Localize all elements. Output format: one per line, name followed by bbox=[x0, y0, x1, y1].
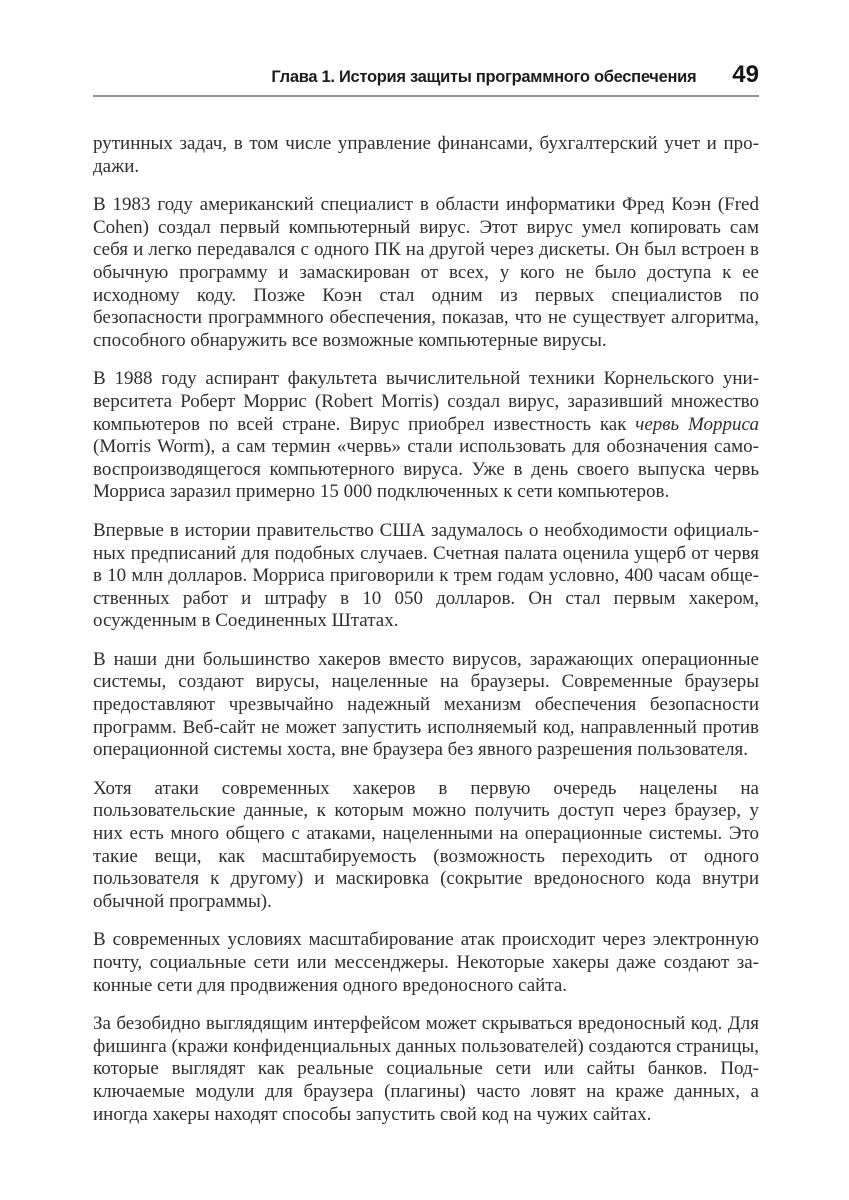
paragraph-attack-scaling: В современных условиях масштабирование атак происходит через электронную почту, социальные сети или мессенджеры. Некоторые хакеры даже создают законные сети для продвижения одного вредоносного сайта. bbox=[93, 929, 759, 996]
paragraph-text: (Morris Worm), а сам термин «червь» стали использовать для обозначения самовоспроизводящегося компьютерного вируса. Уже в день своего выпуска червь Морриса заразил примерно 15 000 подключенных к сети компьютеров. bbox=[93, 436, 759, 503]
paragraph-routine-tasks: рутинных задач, в том числе управление финансами, бухгалтерский учет и продажи. bbox=[93, 133, 759, 177]
page-number: 49 bbox=[732, 61, 759, 88]
italic-term-morris-worm: червь Морриса bbox=[635, 413, 759, 435]
chapter-title: Глава 1. История защиты программного обеспечения bbox=[271, 68, 697, 86]
paragraph-phishing: За безобидно выглядящим интерфейсом может скрываться вредоносный код. Для фишинга (кражи конфиденциальных данных пользователей) создаются страницы, которые выглядят как реальные социальные сети или сайты банков. Подключаемые модули для браузера (плагины) часто ловят на краже данных, а иногда хакеры находят способы запустить свой код на чужих сайтах. bbox=[93, 1013, 759, 1125]
paragraph-us-government-reaction: Впервые в истории правительство США задумалось о необходимости официальных предписаний для подобных случаев. Счетная палата оценила ущерб от червя в 10 млн долларов. Морриса приговорили к трем годам условно, 400 часам общественных работ и штрафу в 10 050 долларов. Он стал первым хакером, осужденным в Соединенных Штатах. bbox=[93, 519, 759, 632]
page-body bbox=[93, 133, 759, 1126]
paragraph-text: В 1988 году аспирант факультета вычислительной техники Корнельского университета Роберт Моррис (Robert Morris) создал вирус, заразивший множество компьютеров по всей стране. Вирус приобрел известность как bbox=[93, 368, 759, 435]
paragraph-modern-attacks-commonality: Хотя атаки современных хакеров в первую очередь нацелены на пользовательские данные, к которым можно получить доступ через браузер, у них есть много общего с атаками, нацеленными на операционные системы. Это такие вещи, как масштабируемость (возможность переходить от одного пользователя к другому) и маскировка (сокрытие вредоносного кода внутри обычной программы). bbox=[93, 777, 759, 912]
paragraph-browser-viruses: В наши дни большинство хакеров вместо вирусов, заражающих операционные системы, создают вирусы, нацеленные на браузеры. Современные браузеры предоставляют чрезвычайно надежный механизм обеспечения безопасности программ. Веб-сайт не может запустить исполняемый код, направленный против операционной системы хоста, вне браузера без явного разрешения пользователя. bbox=[93, 648, 759, 761]
text-block bbox=[93, 0, 759, 1142]
page-header bbox=[93, 0, 759, 97]
paragraph-morris-worm-1988 bbox=[93, 368, 759, 504]
paragraph-fred-cohen-1983: В 1983 году американский специалист в области информатики Фред Коэн (Fred Cohen) создал первый компьютерный вирус. Этот вирус умел копировать сам себя и легко передавался с одного ПК на другой через дискеты. Он был встроен в обычную программу и замаскирован от всех, у кого не было доступа к ее исходному коду. Позже Коэн стал одним из первых специалистов по безопасности программного обеспечения, показав, что не существует алгоритма, способного обнаружить все возможные компьютерные вирусы. bbox=[93, 194, 759, 351]
